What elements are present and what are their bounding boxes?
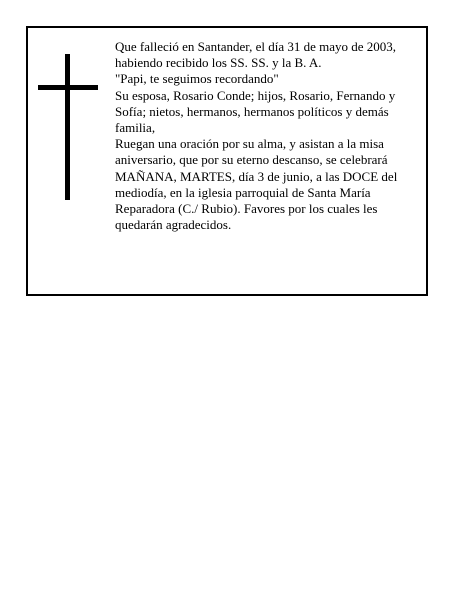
family-list: Su esposa, Rosario Conde; hijos, Rosario, Fernando y Sofía; nietos, hermanos, hermanos políticos y demás familia, bbox=[115, 87, 396, 136]
cross-horizontal-bar bbox=[38, 85, 98, 90]
latin-cross-icon bbox=[38, 54, 98, 200]
notice-body bbox=[115, 39, 421, 233]
cross-vertical-bar bbox=[65, 54, 70, 200]
death-announcement: Que falleció en Santander, el día 31 de mayo de 2003, habiendo recibido los SS. SS. y la B. A. bbox=[115, 39, 397, 71]
remembrance-quote: "Papi, te seguimos recordando" bbox=[115, 71, 279, 87]
obituary-notice bbox=[26, 26, 428, 296]
mass-invitation: Ruegan una oración por su alma, y asistan a la misa aniversario, que por su eterno descanso, se celebrará MAÑANA, MARTES, día 3 de junio, a las DOCE del mediodía, en la iglesia parroquial de Santa María Reparadora (C./ Rubio). Favores por los cuales les quedarán agradecidos. bbox=[115, 136, 398, 233]
